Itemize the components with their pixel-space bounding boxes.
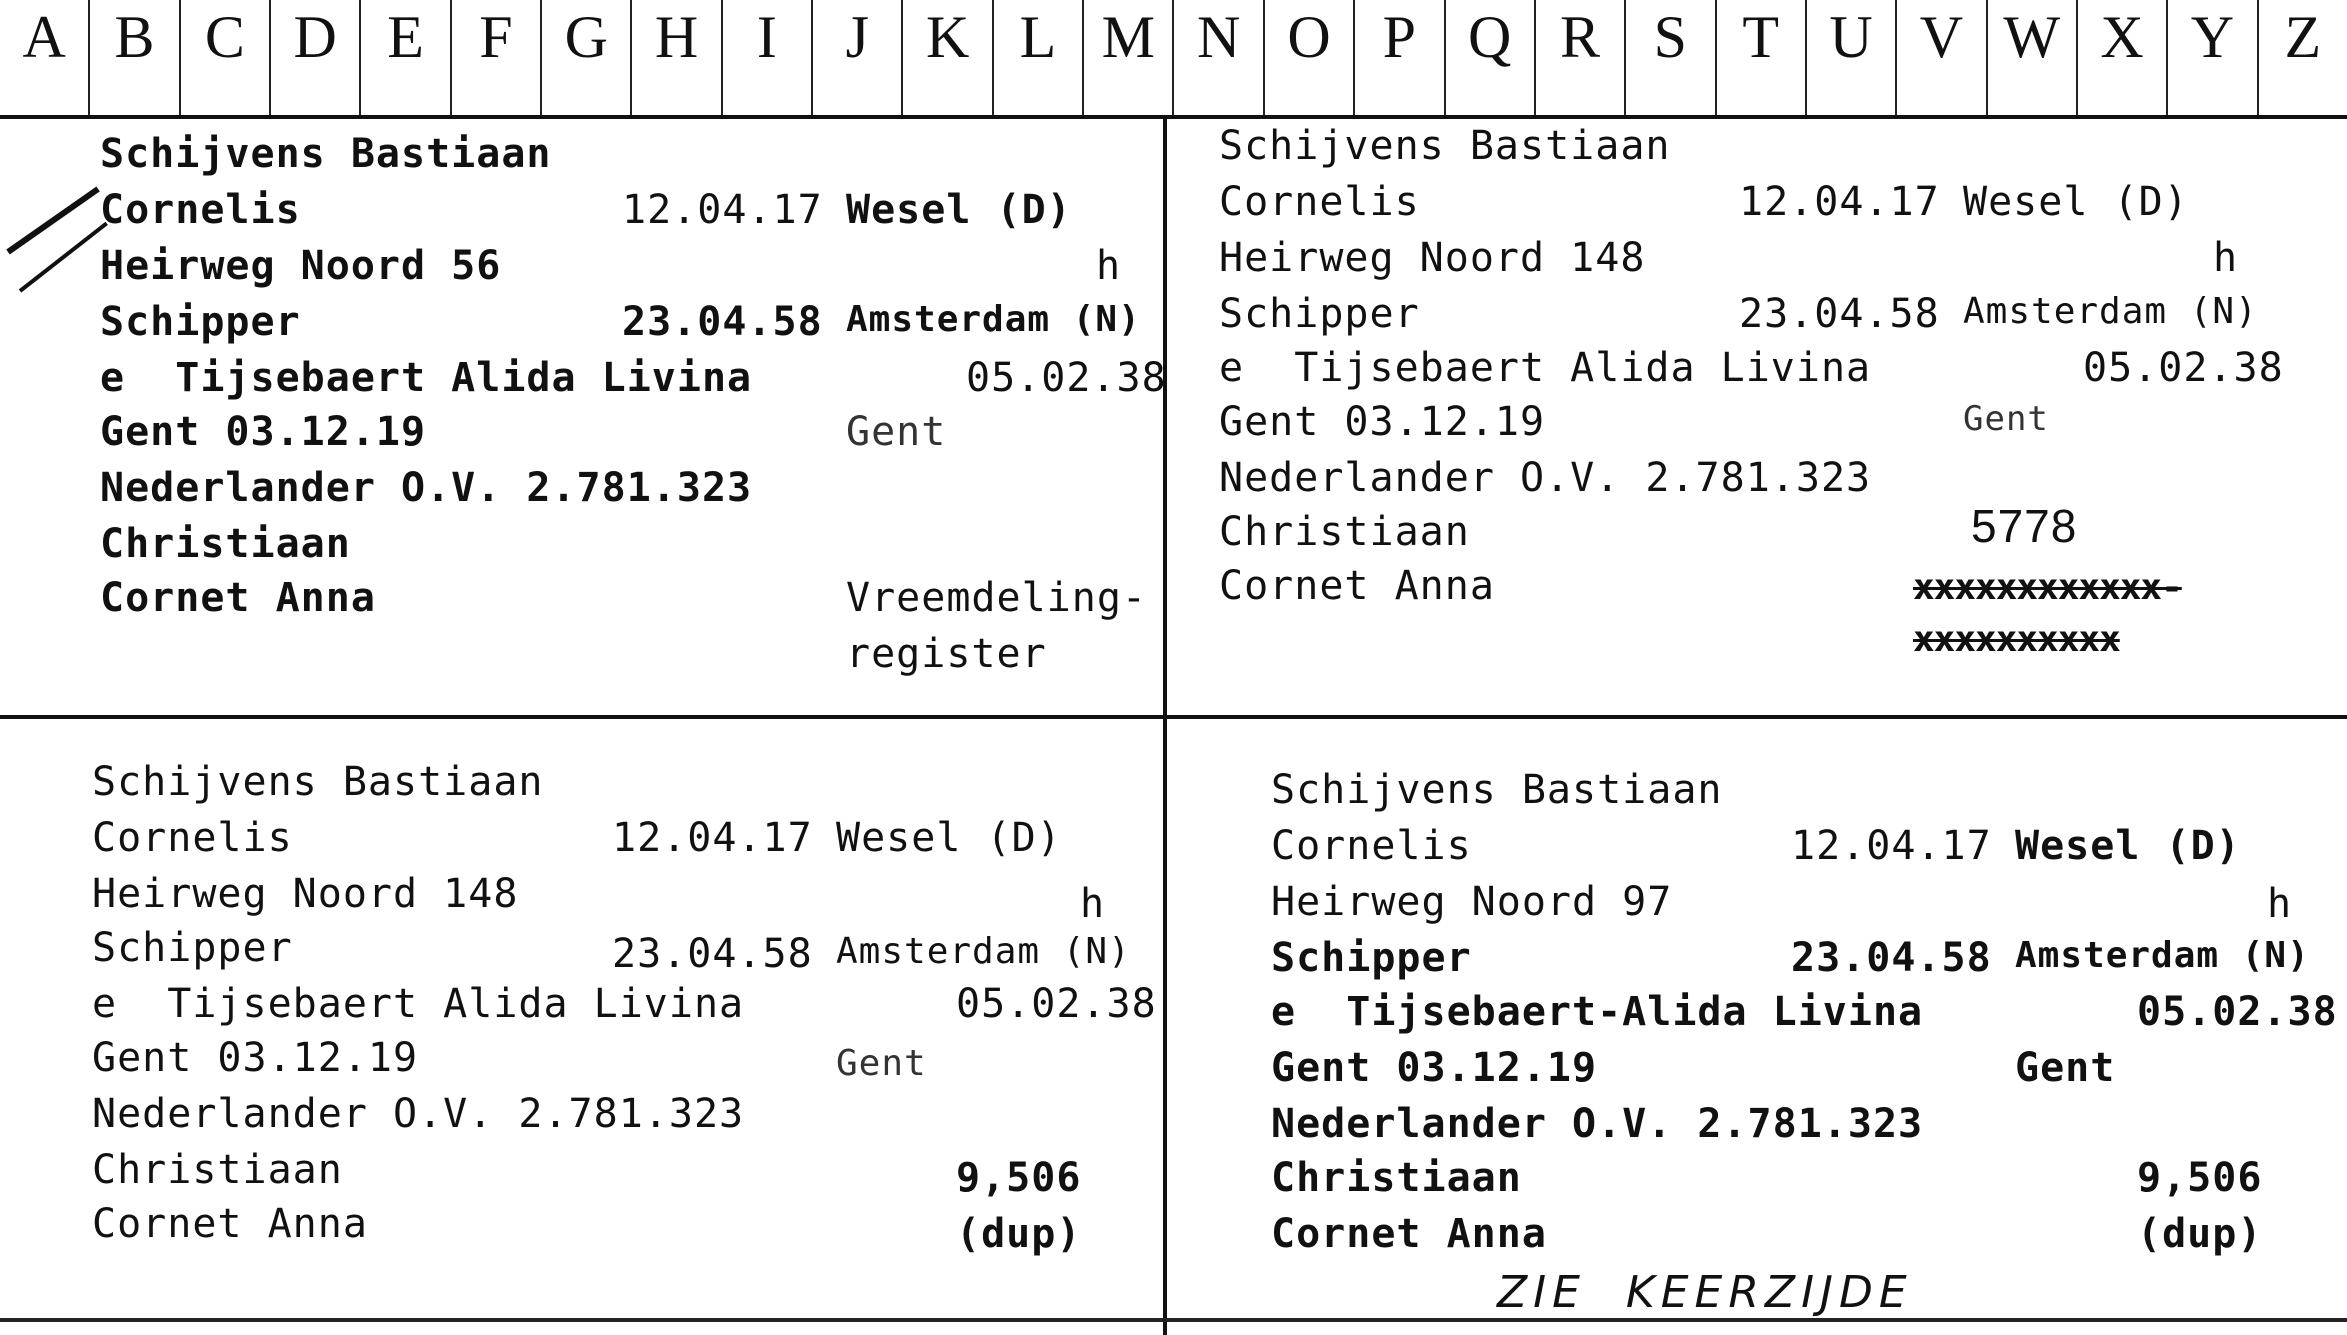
card-marriage-place: Amsterdam (N) (2015, 935, 2310, 976)
index-letter-g[interactable]: G (542, 0, 632, 115)
card-marriage-place: Amsterdam (N) (836, 931, 1131, 972)
index-letter-z[interactable]: Z (2284, 4, 2322, 70)
index-letter-k[interactable]: K (903, 0, 993, 115)
card-spouse-place: Gent (1963, 399, 2049, 439)
card-nationality: Nederlander O.V. 2.781.323 (92, 1091, 745, 1137)
record-card-top-right (1167, 119, 2347, 713)
card-nationality: Nederlander O.V. 2.781.323 (100, 465, 753, 511)
card-spouse: e Tijsebaert Alida Livina (92, 981, 745, 1027)
record-card-bottom-right (1167, 719, 2347, 1317)
card-name: Schijvens Bastiaan (1271, 767, 1723, 813)
index-letter-t[interactable]: T (1717, 0, 1807, 115)
card-nationality: Nederlander O.V. 2.781.323 (1219, 455, 1872, 501)
card-mother: Cornet Anna (1271, 1211, 1547, 1257)
record-card-top-left (0, 119, 1167, 713)
card-birth-place: Wesel (D) (1963, 179, 2189, 225)
card-spouse: e Tijsebaert Alida Livina (1219, 345, 1872, 391)
index-letter-y[interactable]: Y (2168, 0, 2258, 115)
index-letter-n[interactable]: N (1174, 0, 1264, 115)
card-mother: Cornet Anna (1219, 563, 1495, 609)
card-spouse-birth: Gent 03.12.19 (92, 1035, 419, 1081)
card-firstnames: Cornelis (100, 187, 301, 233)
index-letter-o[interactable]: O (1265, 0, 1355, 115)
card-occupation: Schipper (100, 299, 301, 345)
card-marriage-date: 23.04.58 (612, 931, 813, 977)
index-letter-s[interactable]: S (1626, 0, 1716, 115)
card-birth-place: Wesel (D) (836, 815, 1062, 861)
index-letter-q[interactable]: Q (1446, 0, 1536, 115)
handwritten-note: ZIE KEERZIJDE (1497, 1267, 1913, 1318)
card-note: Vreemdeling- (846, 575, 1147, 621)
card-mother: Cornet Anna (92, 1201, 368, 1247)
card-father: Christiaan (1271, 1155, 1522, 1201)
card-spouse-place: Gent (846, 409, 947, 455)
card-spouse-birth: Gent 03.12.19 (1219, 399, 1546, 445)
card-occupation: Schipper (92, 925, 293, 971)
card-father: Christiaan (100, 521, 351, 567)
card-name: Schijvens Bastiaan (92, 759, 544, 805)
card-marriage-date: 23.04.58 (622, 299, 823, 345)
index-letter-x[interactable]: X (2078, 0, 2168, 115)
card-spouse: e Tijsebaert Alida Livina (100, 355, 753, 401)
card-birth-date: 12.04.17 (1791, 823, 1992, 869)
card-mother: Cornet Anna (100, 575, 376, 621)
index-letter-i[interactable]: I (723, 0, 813, 115)
card-spouse-date: 05.02.38 (956, 981, 1157, 1027)
card-birth-date: 12.04.17 (612, 815, 813, 861)
card-struck-note: xxxxxxxxxxxx- (1913, 567, 2182, 608)
card-firstnames: Cornelis (92, 815, 293, 861)
card-spouse-place: Gent (2015, 1045, 2116, 1091)
card-birth-date: 12.04.17 (1739, 179, 1940, 225)
card-name: Schijvens Bastiaan (1219, 123, 1671, 169)
card-firstnames: Cornelis (1219, 179, 1420, 225)
card-birth-place: Wesel (D) (846, 187, 1072, 233)
card-address: Heirweg Noord 97 (1271, 879, 1673, 925)
card-father: Christiaan (92, 1147, 343, 1193)
card-marriage-date: 23.04.58 (1739, 291, 1940, 337)
bottom-divider (0, 1318, 2347, 1322)
card-address-mark: h (2267, 881, 2293, 927)
card-spouse-birth: Gent 03.12.19 (100, 409, 427, 455)
index-letter-f[interactable]: F (452, 0, 542, 115)
card-mother-note: (dup) (956, 1211, 1082, 1257)
card-address-mark: h (1080, 881, 1106, 927)
index-letter-v[interactable]: V (1897, 0, 1987, 115)
card-spouse-birth: Gent 03.12.19 (1271, 1045, 1598, 1091)
card-address-mark: h (2213, 235, 2239, 281)
card-spouse-date: 05.02.38 (2083, 345, 2284, 391)
card-marriage-place: Amsterdam (N) (846, 299, 1141, 340)
card-address-mark: h (1096, 243, 1122, 289)
index-letter-r[interactable]: R (1536, 0, 1626, 115)
card-birth-date: 12.04.17 (622, 187, 823, 233)
card-occupation: Schipper (1271, 935, 1472, 981)
card-birth-place: Wesel (D) (2015, 823, 2241, 869)
card-spouse-date: 05.02.38 (966, 355, 1167, 401)
card-firstnames: Cornelis (1271, 823, 1472, 869)
card-nationality: Nederlander O.V. 2.781.323 (1271, 1101, 1924, 1147)
index-letter-m[interactable]: M (1084, 0, 1174, 115)
card-spouse-date: 05.02.38 (2137, 989, 2338, 1035)
card-note: register (846, 631, 1047, 677)
index-letter-a[interactable]: A (0, 0, 90, 115)
index-letter-d[interactable]: D (271, 0, 361, 115)
card-name: Schijvens Bastiaan (100, 131, 552, 177)
card-father: Christiaan (1219, 509, 1470, 555)
alphabet-index-bar (0, 0, 2347, 119)
card-father-number: 9,506 (2137, 1155, 2263, 1201)
card-mother-note: (dup) (2137, 1211, 2263, 1257)
card-struck-note: xxxxxxxxxx (1913, 619, 2120, 660)
card-father-number: 9,506 (956, 1155, 1082, 1201)
index-letter-w[interactable]: W (1988, 0, 2078, 115)
index-letter-j[interactable]: J (813, 0, 903, 115)
index-letter-u[interactable]: U (1807, 0, 1897, 115)
card-spouse-place: Gent (836, 1043, 927, 1084)
index-letter-h[interactable]: H (632, 0, 722, 115)
card-address: Heirweg Noord 148 (92, 871, 519, 917)
index-letter-e[interactable]: E (361, 0, 451, 115)
card-address: Heirweg Noord 56 (100, 243, 502, 289)
card-spouse: e Tijsebaert-Alida Livina (1271, 989, 1924, 1035)
record-card-bottom-left (0, 719, 1160, 1317)
index-letter-c[interactable]: C (181, 0, 271, 115)
card-marriage-date: 23.04.58 (1791, 935, 1992, 981)
card-father-number: 5778 (1971, 500, 2078, 552)
index-letter-l[interactable]: L (994, 0, 1084, 115)
card-occupation: Schipper (1219, 291, 1420, 337)
index-letter-p[interactable]: P (1355, 0, 1445, 115)
card-marriage-place: Amsterdam (N) (1963, 291, 2258, 332)
pen-stroke-mark (6, 186, 100, 254)
card-address: Heirweg Noord 148 (1219, 235, 1646, 281)
index-letter-b[interactable]: B (90, 0, 180, 115)
